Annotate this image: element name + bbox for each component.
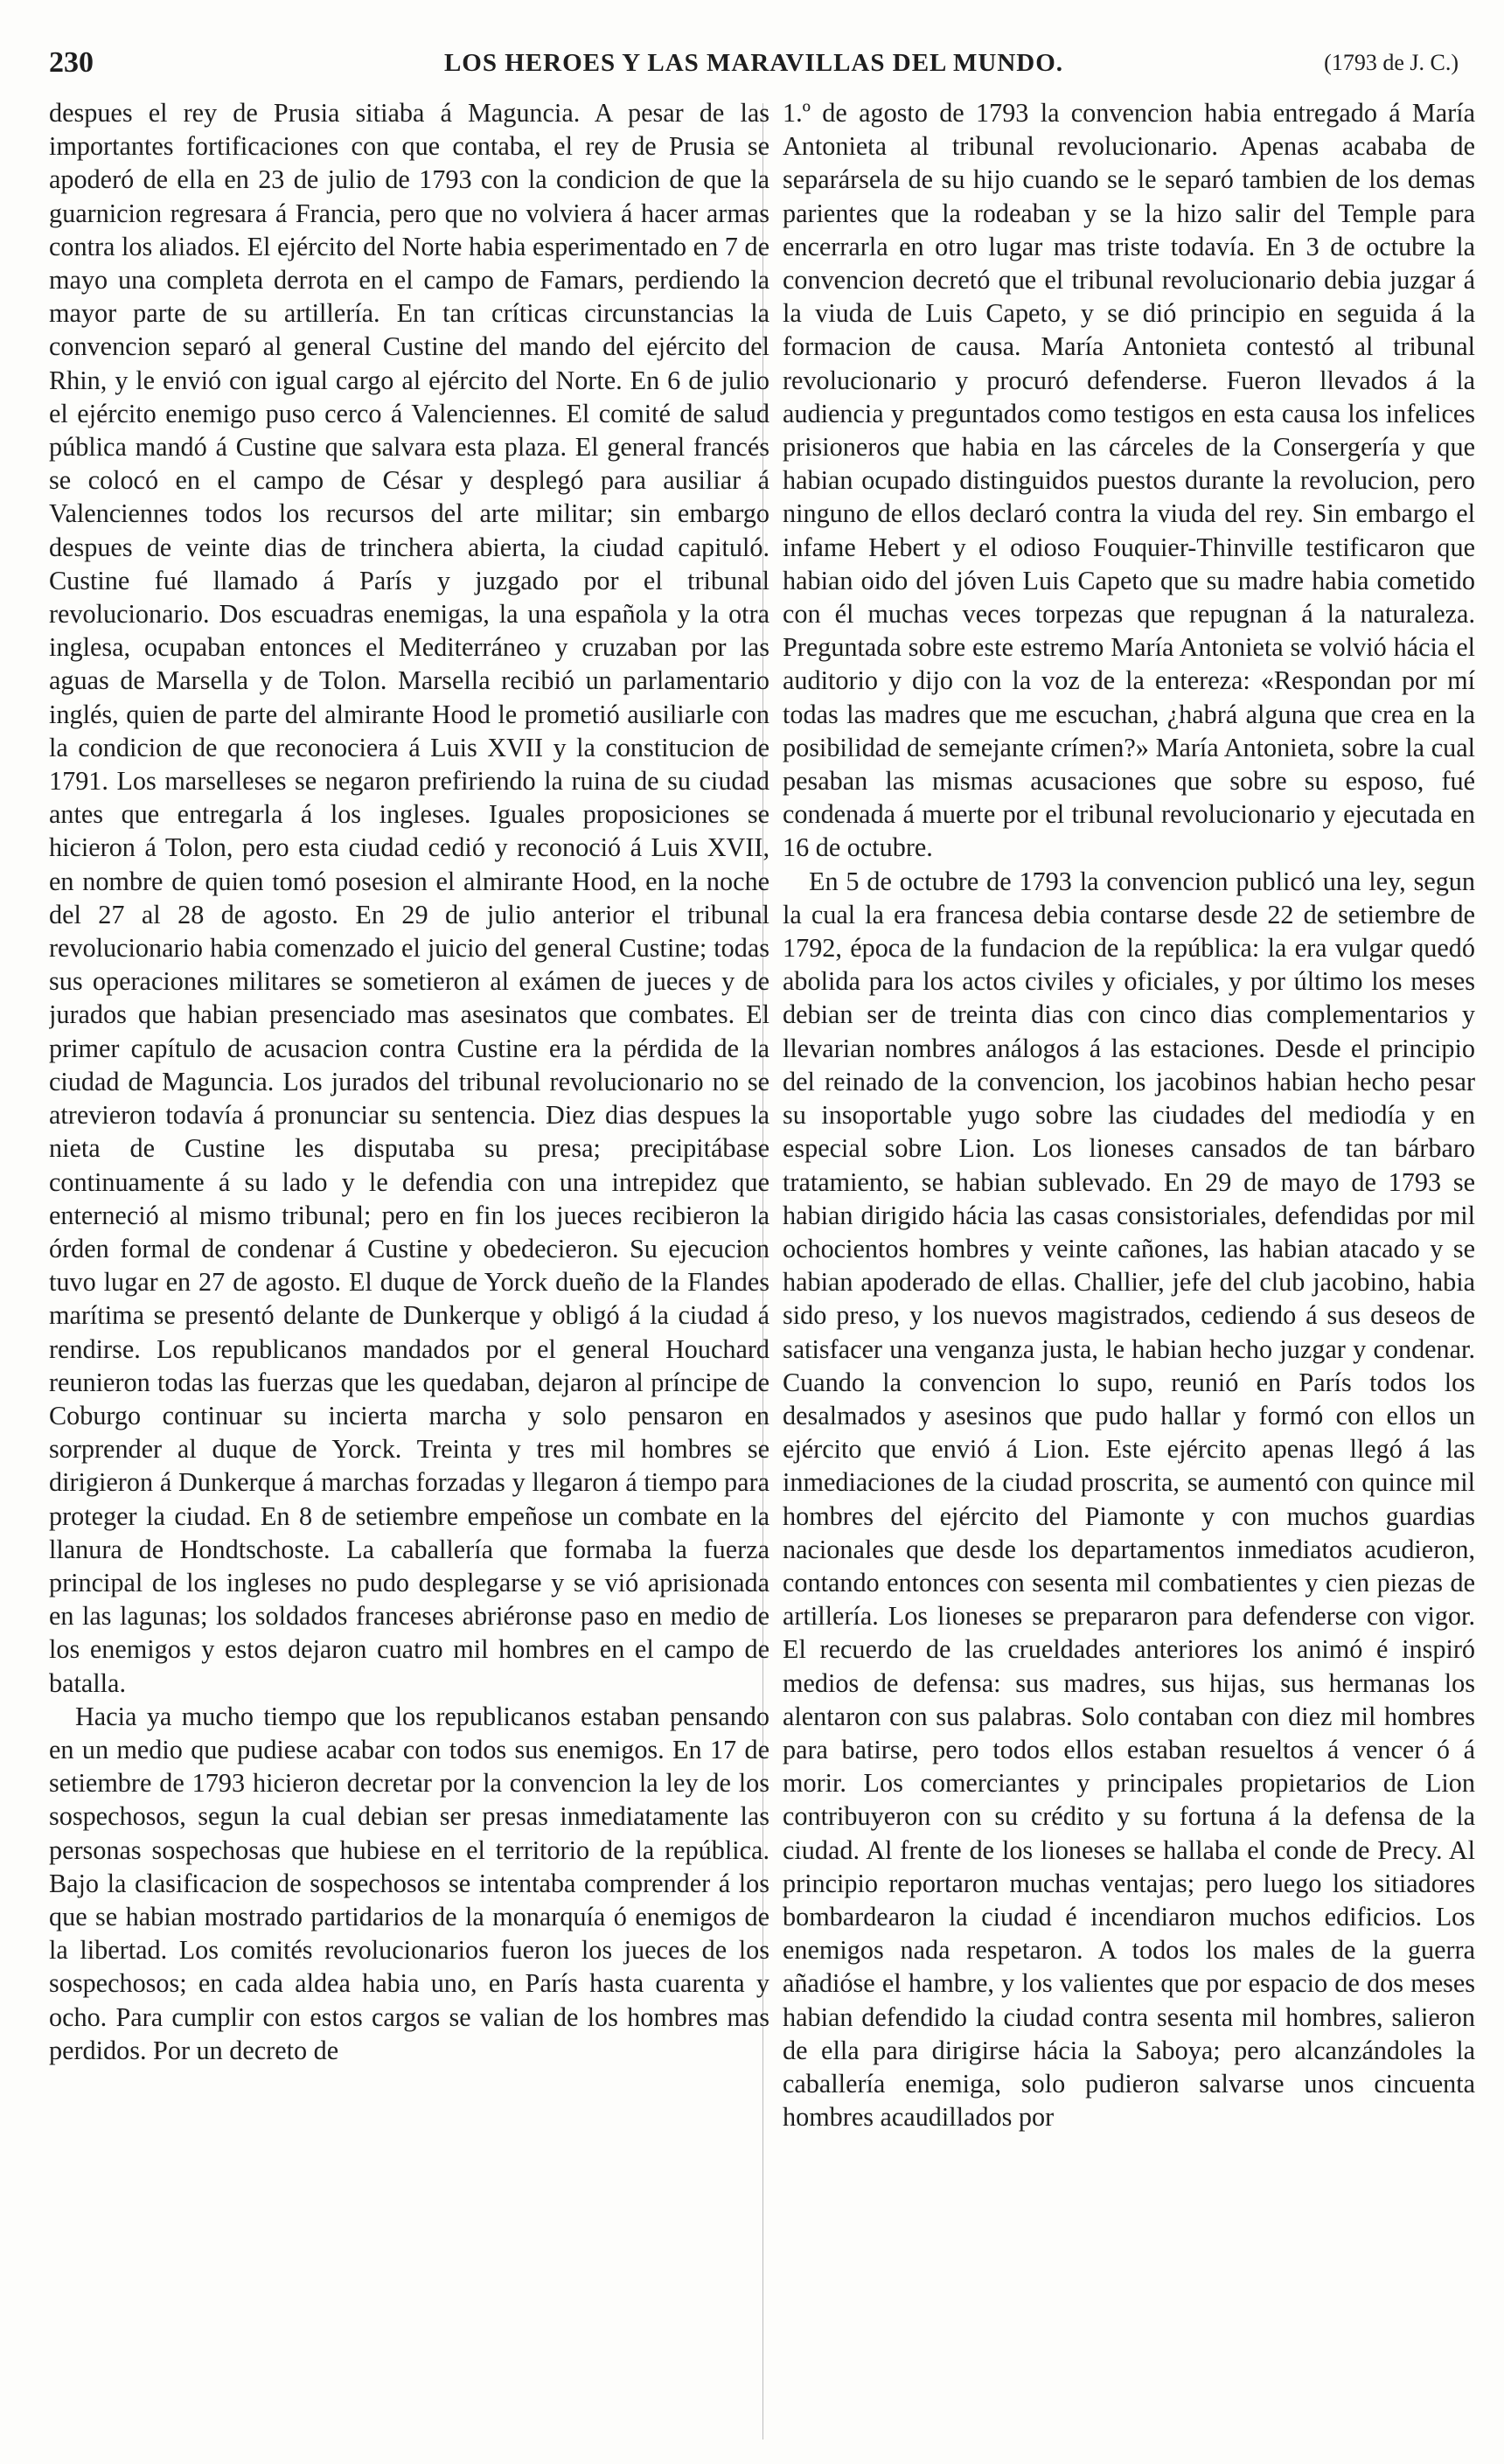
paragraph: 1.º de agosto de 1793 la convencion habia entregado á María Antonieta al tribunal revolucionario. Apenas acababa de separársela de su hijo cuando se le separó tambien de los demas parientes que la rodeaban y se la hizo salir del Temple para encerrarla en otro lugar mas triste todavía. En 3 de octubre la convencion decretó que el tribunal revolucionario debia juzgar á la viuda de Luis Capeto, y se dió principio en seguida á la formacion de causa. María Antonieta contestó al tribunal revolucionario y procuró defenderse. Fueron llevados á la audiencia y preguntados como testigos en esta causa los infelices prisioneros que habia en las cárceles de la Consergería y que habian ocupado distinguidos puestos durante la revolucion, pero ninguno de ellos declaró contra la viuda del rey. Sin embargo el infame Hebert y el odioso Fouquier-Thinville testificaron que habian oido del jóven Luis Capeto que su madre habia cometido con él muchas veces torpezas que repugnan á la naturaleza. Preguntada sobre este estremo María Antonieta se volvió hácia el auditorio y dijo con la voz de la entereza: «Respondan por mí todas las madres que me escuchan, ¿habrá alguna que crea en la posibilidad de semejante crímen?» María Antonieta, sobre la cual pesaban las mismas acusaciones que sobre su esposo, fué condenada á muerte por el tribunal revolucionario y ejecutada en 16 de octubre. bbox=[783, 98, 1475, 863]
date-heading: (1793 de J. C.) bbox=[1324, 50, 1459, 75]
right-column bbox=[783, 96, 1475, 2447]
paragraph: En 5 de octubre de 1793 la convencion publicó una ley, segun la cual la era francesa debia contarse desde 22 de setiembre de 1792, época de la fundacion de la república: la era vulgar quedó abolida para los actos civiles y oficiales, y por último los meses debian ser de treinta dias con cinco dias complementarios y llevarian nombres análogos á las estaciones. Desde el principio del reinado de la convencion, los jacobinos habian hecho pesar su insoportable yugo sobre las ciudades del mediodía y en especial sobre Lion. Los lioneses cansados de tan bárbaro tratamiento, se habian sublevado. En 29 de mayo de 1793 se habian dirigido hácia las casas consistoriales, defendidas por mil ochocientos hombres y veinte cañones, las habian atacado y se habian apoderado de ellas. Challier, jefe del club jacobino, habia sido preso, y los nuevos magistrados, cediendo á sus deseos de satisfacer una venganza justa, le habian hecho juzgar y condenar. Cuando la convencion lo supo, reunió en París todos los desalmados y asesinos que pudo hallar y formó con ellos un ejército que envió á Lion. Este ejército apenas llegó á las inmediaciones de la ciudad proscrita, se aumentó con quince mil hombres del ejército del Piamonte y con muchos guardias nacionales que desde los departamentos inmediatos acudieron, contando entonces con sesenta mil combatientes y cien piezas de artillería. Los lioneses se prepararon para defenderse con vigor. El recuerdo de las crueldades anteriores los animó é inspiró medios de defensa: sus madres, sus hijas, sus hermanas los alentaron con sus palabras. Solo contaban con diez mil hombres para batirse, pero todos ellos estaban resueltos á vencer ó á morir. Los comerciantes y principales propietarios de Lion contribuyeron con su crédito y su fortuna á la defensa de la ciudad. Al frente de los lioneses se hallaba el conde de Precy. Al principio reportaron muchas ventajas; pero luego los sitiadores bombardearon la ciudad é incendiaron muchos edificios. Los enemigos nada respetaron. A todos los males de la guerra añadióse el hambre, y los valientes que por espacio de dos meses habian defendido la ciudad contra sesenta mil hombres, salieron de ella para dirigirse hácia la Saboya; pero alcanzándoles la caballería enemiga, solo pudieron salvarse unos cincuenta hombres acaudillados por bbox=[783, 866, 1475, 2133]
left-column bbox=[49, 96, 769, 2447]
paragraph: Hacia ya mucho tiempo que los republicanos estaban pensando en un medio que pudiese acabar con todos sus enemigos. En 17 de setiembre de 1793 hicieron decretar por la convencion la ley de los sospechosos, segun la cual debian ser presas inmediatamente las personas sospechosas que hubiese en el territorio de la república. Bajo la clasificacion de sospechosos se intentaba comprender á los que se habian mostrado partidarios de la monarquía ó enemigos de la libertad. Los comités revolucionarios fueron los jueces de los sospechosos; en cada aldea habia uno, en París hasta cuarenta y ocho. Para cumplir con estos cargos se valian de los hombres mas perdidos. Por un decreto de bbox=[49, 1701, 769, 2065]
running-header bbox=[49, 40, 1459, 86]
paragraph: despues el rey de Prusia sitiaba á Maguncia. A pesar de las importantes fortificaciones con que contaba, el rey de Prusia se apoderó de ella en 23 de julio de 1793 con la condicion de que la guarnicion regresara á Francia, pero que no volviera á hacer armas contra los aliados. El ejército del Norte habia esperimentado en 7 de mayo una completa derrota en el campo de Famars, perdiendo la mayor parte de su artillería. En tan críticas circunstancias la convencion separó al general Custine del mando del ejército del Rhin, y le envió con igual cargo al ejército del Norte. En 6 de julio el ejército enemigo puso cerco á Valenciennes. El comité de salud pública mandó á Custine que salvara esta plaza. El general francés se colocó en el campo de César y desplegó para ausiliar á Valenciennes todos los recursos del arte militar; sin embargo despues de veinte dias de trinchera abierta, la ciudad capituló. Custine fué llamado á París y juzgado por el tribunal revolucionario. Dos escuadras enemigas, la una española y la otra inglesa, ocupaban entonces el Mediterráneo y cruzaban por las aguas de Marsella y de Tolon. Marsella recibió un parlamentario inglés, quien de parte del almirante Hood le prometió ausiliarle con la condicion de que reconociera á Luis XVII y la constitucion de 1791. Los marselleses se negaron prefiriendo la ruina de su ciudad antes que entregarla á los ingleses. Iguales proposiciones se hicieron á Tolon, pero esta ciudad cedió y reconoció á Luis XVII, en nombre de quien tomó posesion el almirante Hood, en la noche del 27 al 28 de agosto. En 29 de julio anterior el tribunal revolucionario habia comenzado el juicio del general Custine; todas sus operaciones militares se sometieron al exámen de jueces y de jurados que habian presenciado mas asesinatos que combates. El primer capítulo de acusacion contra Custine era la pérdida de la ciudad de Maguncia. Los jurados del tribunal revolucionario no se atrevieron todavía á pronunciar su sentencia. Diez dias despues la nieta de Custine les disputaba su presa; precipitábase continuamente á su lado y le defendia con una intrepidez que enterneció al mismo tribunal; pero en fin los jueces recibieron la órden formal de condenar á Custine y obedecieron. Su ejecucion tuvo lugar en 27 de agosto. El duque de Yorck dueño de la Flandes marítima se presentó delante de Dunkerque y obligó á la ciudad á rendirse. Los republicanos mandados por el general Houchard reunieron todas las fuerzas que les quedaban, dejaron al príncipe de Coburgo continuar su incierta marcha y solo pensaron en sorprender al duque de Yorck. Treinta y tres mil hombres se dirigieron á Dunkerque á marchas forzadas y llegaron á tiempo para proteger la ciudad. En 8 de setiembre empeñose un combate en la llanura de Hondtschoste. La caballería que formaba la fuerza principal de los ingleses no pudo desplegarse y se vió aprisionada en las lagunas; los soldados franceses abriéronse paso en medio de los enemigos y estos dejaron cuatro mil hombres en el campo de batalla. bbox=[49, 98, 769, 1698]
page-number: 230 bbox=[49, 46, 94, 79]
page-title: LOS HEROES Y LAS MARAVILLAS DEL MUNDO. bbox=[443, 49, 1064, 77]
